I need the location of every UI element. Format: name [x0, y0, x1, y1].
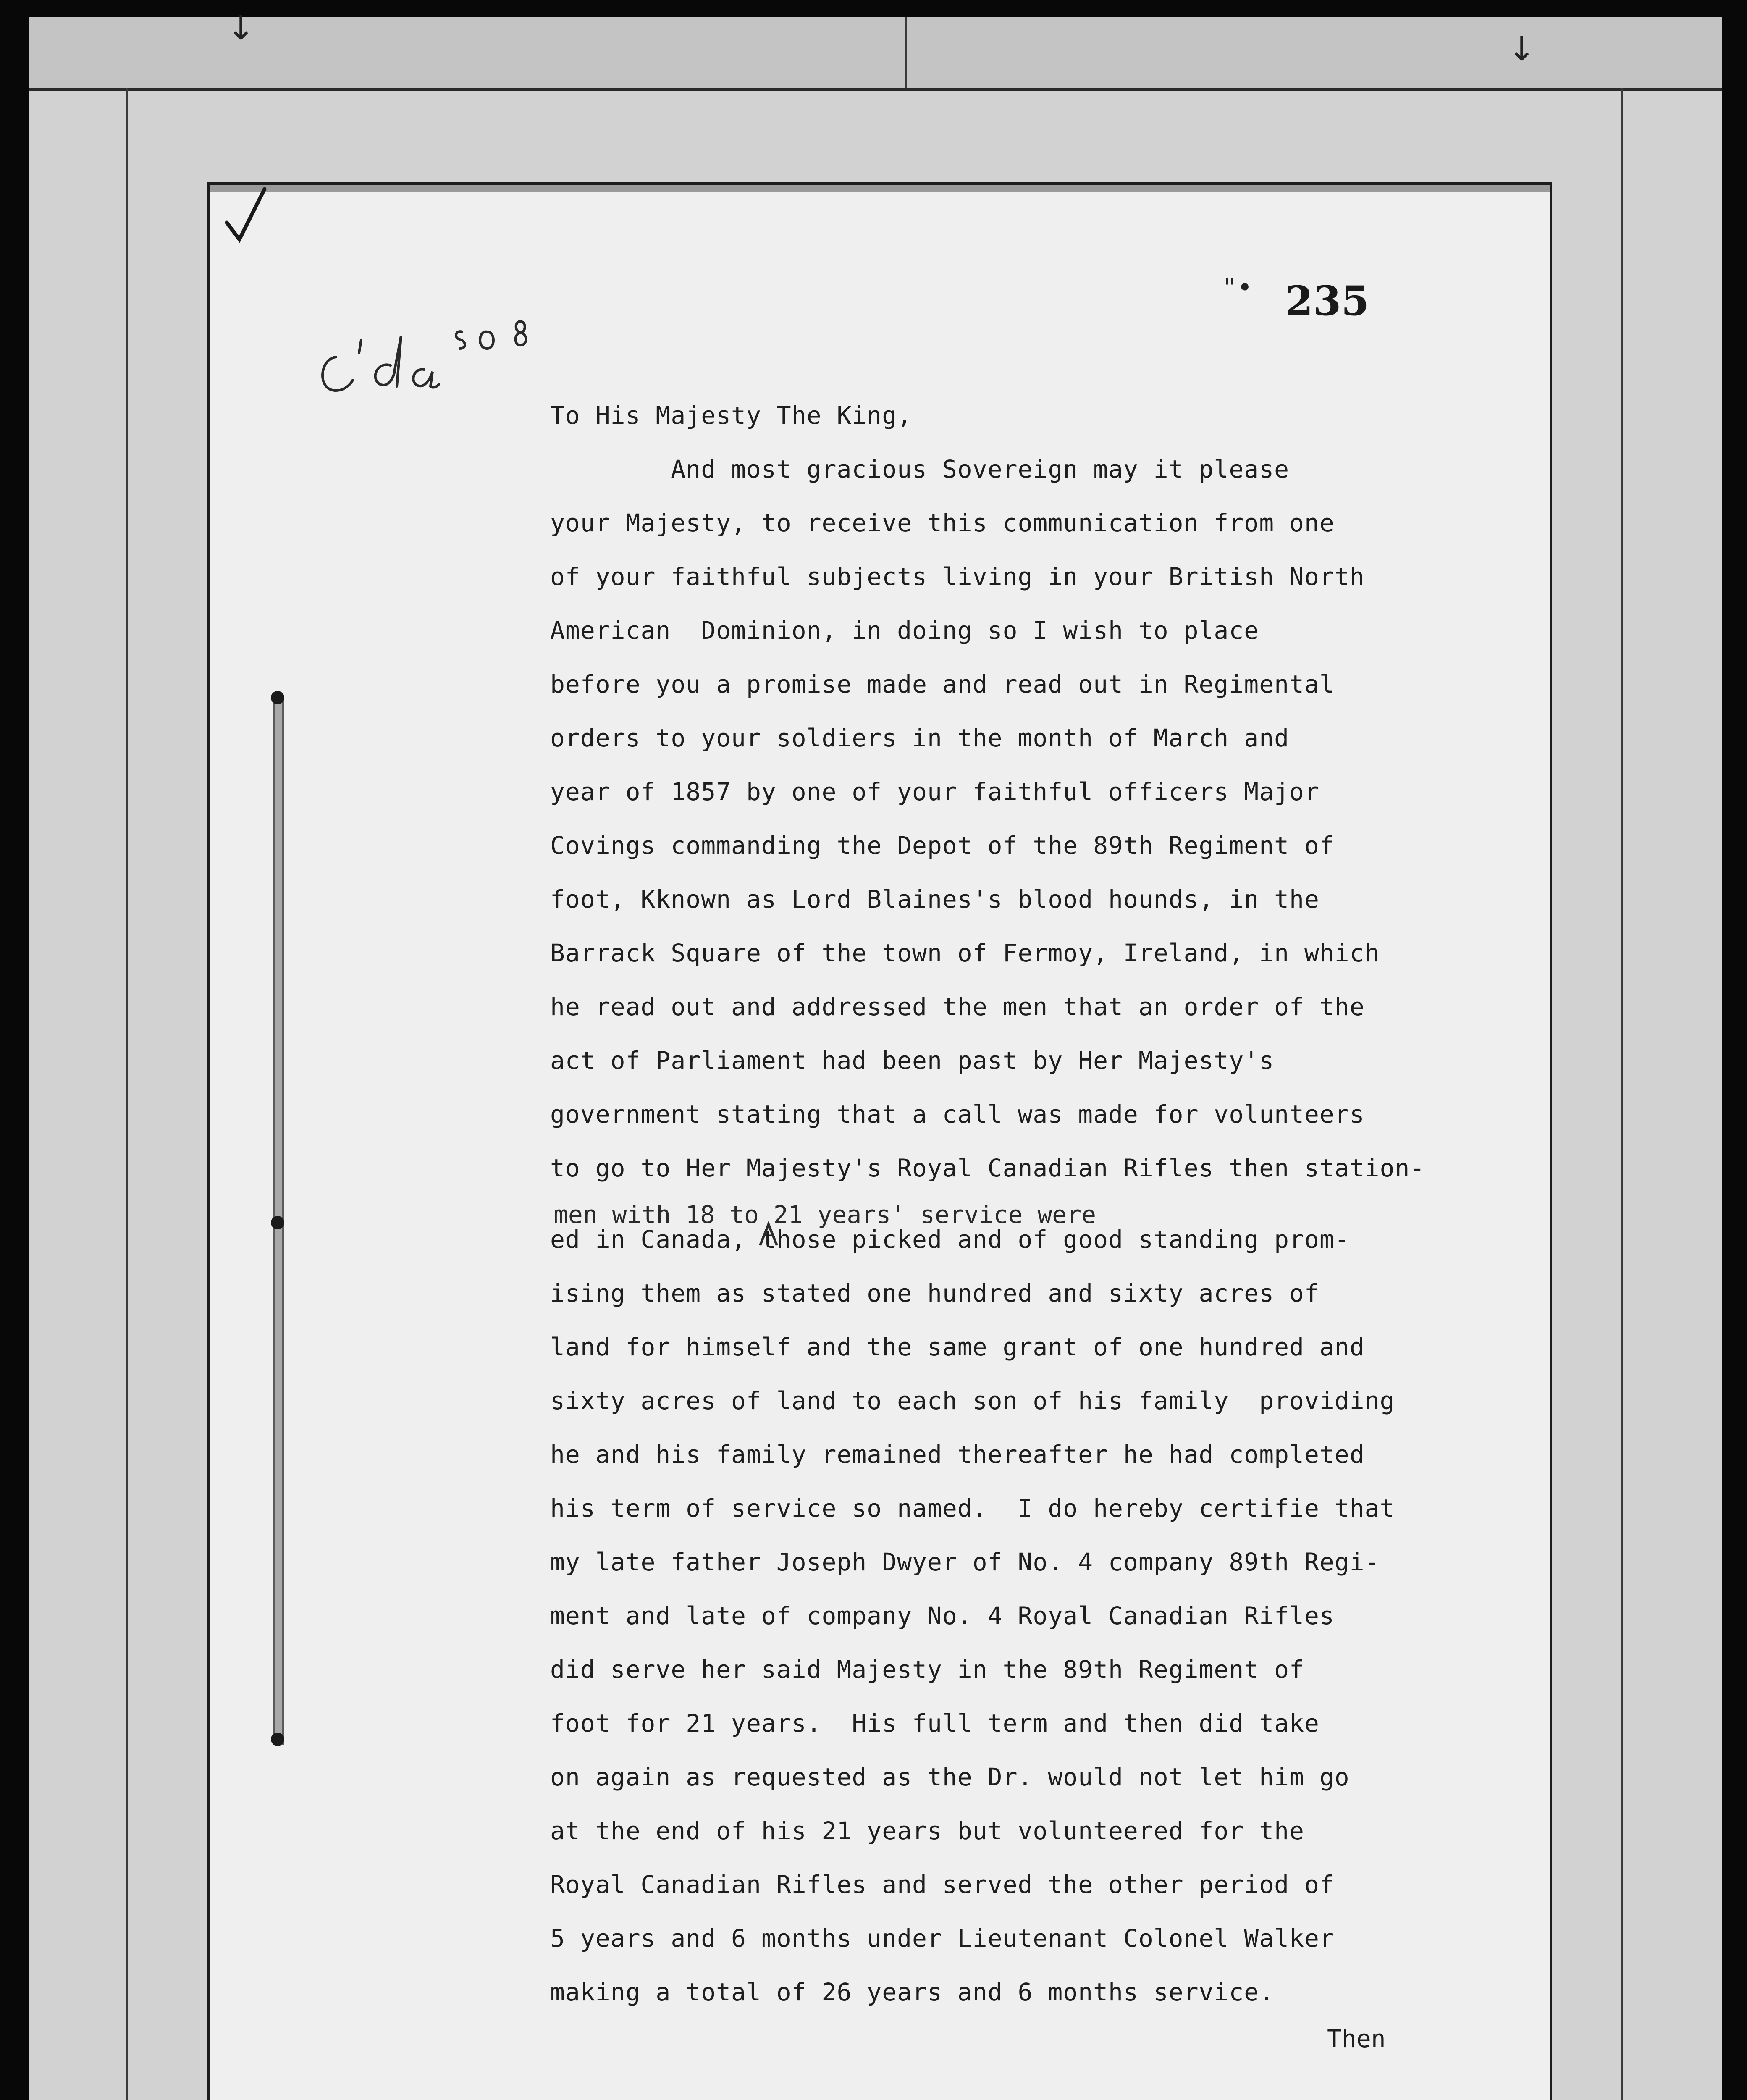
letter-line: did serve her said Majesty in the 89th Regiment of	[550, 1655, 1304, 1684]
letter-line: land for himself and the same grant of one hundred and	[550, 1333, 1365, 1361]
arrow-down-icon: ↓	[227, 8, 255, 47]
letter-line: Covings commanding the Depot of the 89th Regiment of	[550, 831, 1335, 860]
letter-line: to go to Her Majesty's Royal Canadian Rifles then station-	[550, 1154, 1425, 1182]
letter-line: he read out and addressed the men that an order of the	[550, 992, 1365, 1021]
binding-hole	[271, 1732, 284, 1746]
arrow-down-icon: ↓	[1508, 29, 1536, 68]
letter-line: act of Parliament had been past by Her Majesty's	[550, 1046, 1275, 1075]
mount-left-rule	[126, 88, 128, 2100]
letter-line: your Majesty, to receive this communication from one	[550, 509, 1335, 537]
page-top-edge	[210, 185, 1550, 192]
letter-salutation: To His Majesty The King,	[550, 401, 913, 430]
letter-line: ising them as stated one hundred and sixty acres of	[550, 1279, 1319, 1307]
mount-right-rule	[1621, 88, 1623, 2100]
binding-hole	[271, 691, 284, 704]
letter-line: before you a promise made and read out in Regimental	[550, 670, 1335, 698]
letter-line: government stating that a call was made for volunteers	[550, 1100, 1365, 1129]
mount-top-band	[29, 17, 1722, 91]
letter-line: at the end of his 21 years but volunteered for the	[550, 1816, 1304, 1845]
letter-line: ment and late of company No. 4 Royal Canadian Rifles	[550, 1601, 1335, 1630]
letter-line: American Dominion, in doing so I wish to place	[550, 616, 1259, 645]
letter-line: ed in Canada, those picked and of good standing prom-	[550, 1225, 1350, 1254]
letter-line: orders to your soldiers in the month of March and	[550, 724, 1290, 752]
catalog-note-handwriting	[311, 286, 546, 412]
letter-line: sixty acres of land to each son of his family providing	[550, 1386, 1395, 1415]
letter-line: 5 years and 6 months under Lieutenant Colonel Walker	[550, 1924, 1335, 1953]
mount-divider	[905, 17, 907, 88]
binding-hole	[271, 1216, 284, 1229]
insertion-caret-icon	[756, 1220, 781, 1250]
letter-line: foot for 21 years. His full term and then did take	[550, 1709, 1319, 1738]
letter-line: Barrack Square of the town of Fermoy, Ireland, in which	[550, 939, 1380, 967]
letter-line: on again as requested as the Dr. would not let him go	[550, 1763, 1350, 1791]
letter-line: of your faithful subjects living in your British North	[550, 562, 1365, 591]
page-dots: "•	[1222, 273, 1253, 302]
letter-line: foot, Kknown as Lord Blaines's blood hounds, in the	[550, 885, 1319, 914]
check-mark-icon	[223, 185, 269, 244]
page-number: 235	[1285, 277, 1369, 325]
letter-line: his term of service so named. I do hereby certifie that	[550, 1494, 1395, 1522]
letter-line: And most gracious Sovereign may it please	[550, 455, 1290, 483]
letter-line: Royal Canadian Rifles and served the other period of	[550, 1870, 1335, 1899]
letter-line: year of 1857 by one of your faithful officers Major	[550, 777, 1319, 806]
letter-line: my late father Joseph Dwyer of No. 4 company 89th Regi-	[550, 1548, 1380, 1576]
letter-line: he and his family remained thereafter he had completed	[550, 1440, 1365, 1469]
letter-line: making a total of 26 years and 6 months service.	[550, 1978, 1275, 2006]
typed-insertion: men with 18 to 21 years' service were	[553, 1200, 1096, 1229]
continuation-word: Then	[1327, 2024, 1386, 2053]
